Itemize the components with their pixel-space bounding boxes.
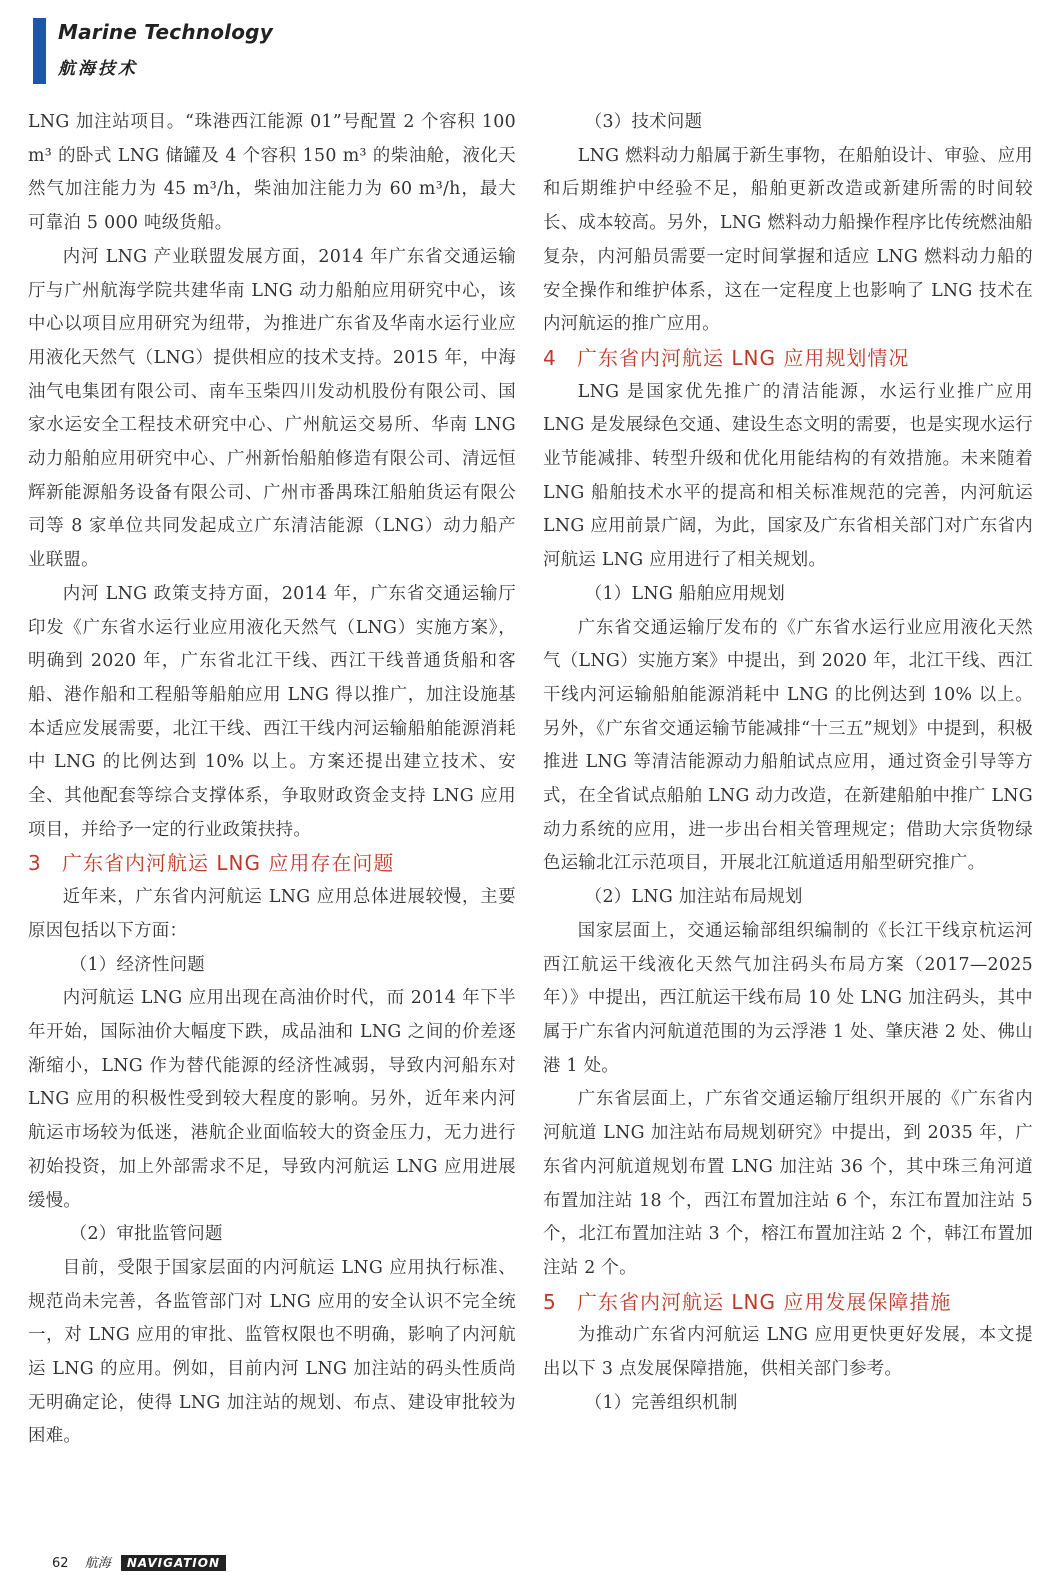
- paragraph: 内河 LNG 政策支持方面，2014 年，广东省交通运输厅印发《广东省水运行业应用液化天然气（LNG）实施方案》，明确到 2020 年，广东省北江干线、西江干线普通货船和客船、港作船和工程船等船舶应用 LNG 得以推广，加注设施基本适应发展需要，北江干线、西江干线内河运输船舶能源消耗中 LNG 的比例达到 10% 以上。方案还提出建立技术、安全、其他配套等综合支撑体系，争取财政资金支持 LNG 应用项目，并给予一定的行业政策扶持。: [28, 583, 516, 840]
- section-heading-5: [543, 1286, 1033, 1320]
- left-column: [28, 106, 516, 1454]
- subsection-heading: （2）LNG 加注站布局规划: [584, 887, 803, 908]
- journal-title-cn: 航海技术: [58, 59, 138, 79]
- paragraph: 国家层面上，交通运输部组织编制的《长江干线京杭运河西江航运干线液化天然气加注码头布局方案（2017—2025 年）》中提出，西江航运干线布局 10 处 LNG 加注码头，其中属于广东省内河航道范围的为云浮港 1 处、肇庆港 2 处、佛山港 1 处。: [543, 920, 1033, 1076]
- section-number: 3: [28, 851, 42, 876]
- section-title: 广东省内河航运 LNG 应用发展保障措施: [577, 1289, 952, 1314]
- page-number: 62: [52, 1556, 69, 1571]
- paragraph: LNG 加注站项目。“珠港西江能源 01”号配置 2 个容积 100 m³ 的卧式 LNG 储罐及 4 个容积 150 m³ 的柴油舱，液化天然气加注能力为 45 m³/h，柴油加注能力为 60 m³/h，最大可靠泊 5 000 吨级货船。: [28, 112, 516, 234]
- right-column: [543, 106, 1033, 1420]
- magazine-name-en: NAVIGATION: [121, 1555, 226, 1571]
- magazine-name-cn: 航海: [84, 1556, 111, 1571]
- paragraph: LNG 燃料动力船属于新生事物，在船舶设计、审验、应用和后期维护中经验不足，船舶更新改造或新建所需的时间较长、成本较高。另外，LNG 燃料动力船操作程序比传统燃油船复杂，内河船员需要一定时间掌握和适应 LNG 燃料动力船的安全操作和维护体系，这在一定程度上也影响了 LNG 技术在内河航运的推广应用。: [543, 145, 1033, 335]
- header-accent-bar: [33, 18, 46, 84]
- subsection-heading: （1）经济性问题: [69, 954, 205, 975]
- paragraph: 目前，受限于国家层面的内河航运 LNG 应用执行标准、规范尚未完善，各监管部门对 LNG 应用的安全认识不完全统一，对 LNG 应用的审批、监管权限也不明确，影响了内河航运 LNG 的应用。例如，目前内河 LNG 加注站的码头性质尚无明确定论，使得 LNG 加注站的规划、布点、建设审批较为困难。: [28, 1257, 516, 1447]
- subsection-heading: （2）审批监管问题: [69, 1224, 223, 1245]
- journal-title-en: Marine Technology: [58, 20, 273, 44]
- paragraph: 近年来，广东省内河航运 LNG 应用总体进展较慢，主要原因包括以下方面：: [28, 887, 516, 941]
- paragraph: 广东省交通运输厅发布的《广东省水运行业应用液化天然气（LNG）实施方案》中提出，到 2020 年，北江干线、西江干线内河运输船舶能源消耗中 LNG 的比例达到 10% 以上。另外，《广东省交通运输节能减排“十三五”规划》中提到，积极推进 LNG 等清洁能源动力船舶试点应用，通过资金引导等方式，在全省试点船舶 LNG 动力改造，在新建船舶中推广 LNG 动力系统的应用，进一步出台相关管理规定；借助大宗货物绿色运输北江示范项目，开展北江航道适用船型研究推广。: [543, 617, 1033, 874]
- subsection-heading: （3）技术问题: [584, 112, 703, 132]
- section-heading-3: [28, 847, 516, 881]
- paragraph: 广东省层面上，广东省交通运输厅组织开展的《广东省内河航道 LNG 加注站布局规划研究》中提出，到 2035 年，广东省内河航道规划布置 LNG 加注站 36 个，其中珠三角河道布置加注站 18 个，西江布置加注站 6 个，东江布置加注站 5 个，北江布置加注站 3 个，榕江布置加注站 2 个，韩江布置加注站 2 个。: [543, 1089, 1033, 1278]
- paragraph: 为推动广东省内河航运 LNG 应用更快更好发展，本文提出以下 3 点发展保障措施，供相关部门参考。: [543, 1325, 1033, 1380]
- section-title: 广东省内河航运 LNG 应用存在问题: [62, 851, 395, 876]
- section-heading-4: [543, 342, 1033, 376]
- section-title: 广东省内河航运 LNG 应用规划情况: [577, 345, 910, 370]
- paragraph: 内河 LNG 产业联盟发展方面，2014 年广东省交通运输厅与广州航海学院共建华南 LNG 动力船舶应用研究中心，该中心以项目应用研究为纽带，为推进广东省及华南水运行业应用液化天然气（LNG）提供相应的技术支持。2015 年，中海油气电集团有限公司、南车玉柴四川发动机股份有限公司、国家水运安全工程技术研究中心、广州航运交易所、华南 LNG 动力船舶应用研究中心、广州新怡船舶修造有限公司、清远恒辉新能源船务设备有限公司、广州市番禺珠江船舶货运有限公司等 8 家单位共同发起成立广东清洁能源（LNG）动力船产业联盟。: [28, 246, 516, 571]
- section-number: 5: [543, 1289, 557, 1314]
- section-number: 4: [543, 345, 557, 370]
- paragraph: LNG 是国家优先推广的清洁能源，水运行业推广应用 LNG 是发展绿色交通、建设生态文明的需要，也是实现水运行业节能减排、转型升级和优化用能结构的有效措施。未来随着 LNG 船舶技术水平的提高和相关标准规范的完善，内河航运 LNG 应用前景广阔，为此，国家及广东省相关部门对广东省内河航运 LNG 应用进行了相关规划。: [543, 381, 1033, 571]
- subsection-heading: （1）LNG 船舶应用规划: [584, 583, 786, 604]
- subsection-heading: （1）完善组织机制: [584, 1392, 738, 1413]
- paragraph: 内河航运 LNG 应用出现在高油价时代，而 2014 年下半年开始，国际油价大幅度下跌，成品油和 LNG 之间的价差逐渐缩小，LNG 作为替代能源的经济性减弱，导致内河船东对 LNG 应用的积极性受到较大程度的影响。另外，近年来内河航运市场较为低迷，港航企业面临较大的资金压力，无力进行初始投资，加上外部需求不足，导致内河航运 LNG 应用进展缓慢。: [28, 988, 516, 1211]
- page-footer: [52, 1552, 226, 1571]
